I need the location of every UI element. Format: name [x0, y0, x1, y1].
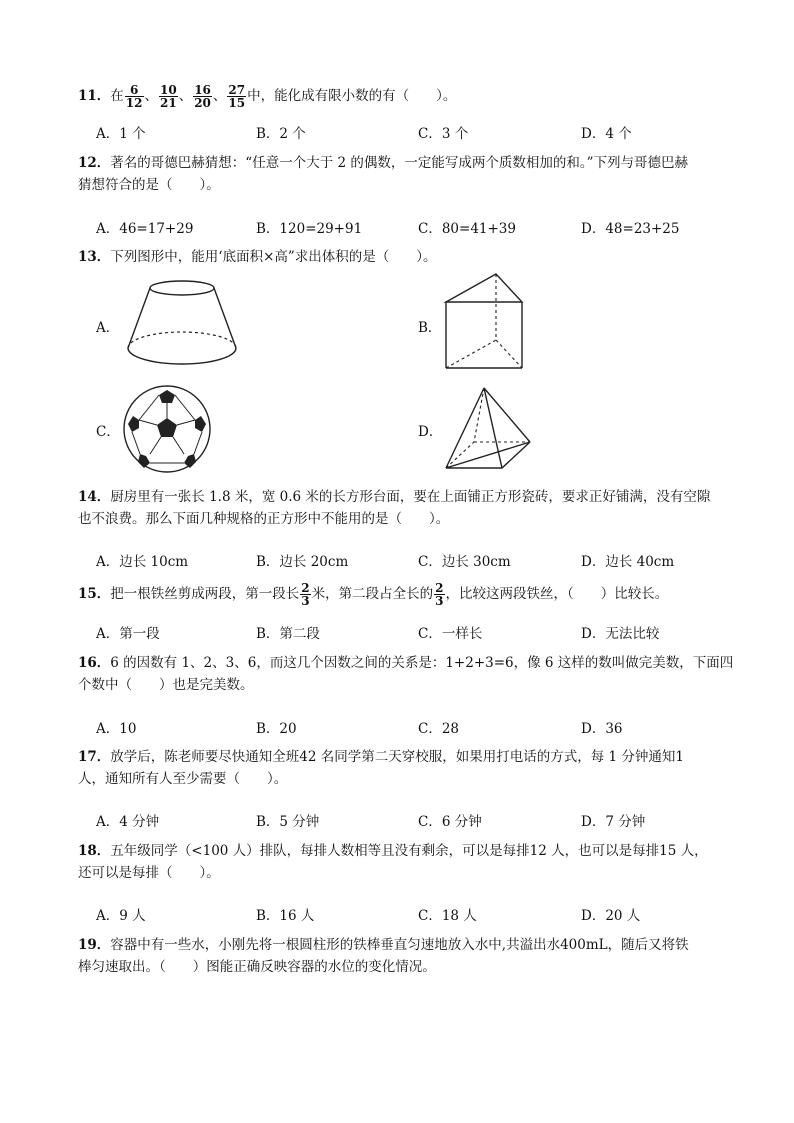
option-d: D．48=23+25: [581, 221, 680, 237]
question-number: 11．: [78, 88, 111, 104]
question-text-line1: 厨房里有一张长 1.8 米，宽 0.6 米的长方形台面，要在上面铺正方形瓷砖，要求正好铺满，没有空隙: [110, 489, 711, 505]
question-text-line2: 个数中（ ）也是完美数。: [78, 677, 254, 693]
options-14: [96, 550, 756, 570]
question-text-line2: 猜想符合的是（ ）。: [78, 177, 220, 193]
question-11: [78, 84, 740, 109]
question-text-line1: 著名的哥德巴赫猜想：“任意一个大于 2 的偶数，一定能写成两个质数相加的和。”下列与哥德巴赫: [110, 155, 689, 171]
fraction: $\frac{10}{21}$: [160, 83, 177, 110]
question-16: [78, 652, 740, 696]
question-text-line1: 6 的因数有 1、2、3、6，而这几个因数之间的关系是：1+2+3=6，像 6 这样的数叫做完美数，下面四: [110, 655, 734, 671]
question-text-line1: 五年级同学（<100 人）排队，每排人数相等且没有剩余，可以是每排12 人，也可以是每排15 人，: [110, 843, 708, 859]
question-number: 17．: [78, 749, 111, 765]
option-c: C．边长 30cm: [418, 554, 511, 570]
options-16: [96, 717, 756, 737]
question-number: 16．: [78, 655, 111, 671]
option-a: A．第一段: [96, 626, 160, 642]
question-text-line2: 还可以是每排（ ）。: [78, 865, 220, 881]
options-15: [96, 622, 756, 642]
figure-label-b: B．: [418, 320, 442, 336]
option-d: D．7 分钟: [581, 814, 646, 830]
option-c: C．3 个: [418, 126, 469, 142]
figure-label-c: C．: [96, 424, 120, 440]
question-number: 13．: [78, 249, 111, 265]
option-b: B．第二段: [256, 626, 320, 642]
question-text: 中，能化成有限小数的有（ ）。: [247, 88, 457, 104]
options-17: [96, 810, 756, 830]
option-a: A．46=17+29: [96, 221, 194, 237]
frustum-cone-figure: [126, 278, 238, 370]
option-d: D．边长 40cm: [581, 554, 675, 570]
option-c: C．一样长: [418, 626, 483, 642]
option-b: B．20: [256, 721, 297, 737]
question-17: [78, 746, 740, 790]
question-text: 下列图形中，能用‘底面积×高”求出体积的是（ ）。: [110, 249, 437, 265]
option-b: B．120=29+91: [256, 221, 363, 237]
question-14: [78, 486, 740, 530]
question-number: 15．: [78, 586, 111, 602]
option-c: C．18 人: [418, 908, 477, 924]
option-a: A．4 分钟: [96, 814, 160, 830]
fraction: $\frac{16}{20}$: [194, 83, 211, 110]
option-c: C．80=41+39: [418, 221, 516, 237]
question-text-line2: 棒匀速取出。（ ）图能正确反映容器的水位的变化情况。: [78, 959, 436, 975]
question-number: 14．: [78, 489, 111, 505]
option-d: D．4 个: [581, 126, 632, 142]
question-number: 12．: [78, 155, 111, 171]
question-text: 在: [110, 88, 124, 104]
square-pyramid-figure: [444, 386, 534, 472]
options-18: [96, 904, 756, 924]
option-c: C．28: [418, 721, 460, 737]
options-11: [96, 122, 756, 142]
question-15: [78, 582, 740, 607]
separator: 、: [178, 88, 193, 104]
option-b: B．16 人: [256, 908, 315, 924]
option-b: B．2 个: [256, 126, 306, 142]
soccer-ball-figure: [122, 384, 212, 474]
question-text: 米，第二段占全长的: [311, 586, 434, 602]
question-number: 18．: [78, 843, 111, 859]
figure-label-d: D．: [418, 424, 443, 440]
option-d: D．36: [581, 721, 623, 737]
question-text-line2: 人，通知所有人至少需要（ ）。: [78, 771, 288, 787]
question-12: [78, 152, 740, 196]
separator: 、: [212, 88, 227, 104]
question-text: 把一根铁丝剪成两段，第一段长: [110, 586, 300, 602]
figure-label-a: A．: [96, 320, 120, 336]
question-text: ，比较这两段铁丝，（ ）比较长。: [445, 586, 669, 602]
options-12: [96, 217, 756, 237]
option-a: A．1 个: [96, 126, 146, 142]
option-a: A．边长 10cm: [96, 554, 189, 570]
separator: 、: [144, 88, 158, 104]
option-b: B．5 分钟: [256, 814, 320, 830]
option-a: A．9 人: [96, 908, 146, 924]
fraction: $\frac{2}{3}$: [435, 581, 444, 608]
option-b: B．边长 20cm: [256, 554, 349, 570]
question-text-line1: 容器中有一些水，小刚先将一根圆柱形的铁棒垂直匀速地放入水中,共溢出水400mL，随后又将铁: [110, 937, 689, 953]
question-number: 19．: [78, 937, 111, 953]
question-18: [78, 840, 740, 884]
fraction: $\frac{6}{12}$: [125, 83, 143, 110]
option-a: A．10: [96, 721, 137, 737]
question-19: [78, 934, 740, 978]
question-13: [78, 246, 740, 268]
option-d: D．无法比较: [581, 626, 660, 642]
triangular-prism-figure: [444, 272, 528, 372]
fraction: $\frac{27}{15}$: [228, 83, 246, 110]
fraction: $\frac{2}{3}$: [301, 581, 310, 608]
question-text-line2: 也不浪费。那么下面几种规格的正方形中不能用的是（ ）。: [78, 511, 450, 527]
question-text-line1: 放学后，陈老师要尽快通知全班42 名同学第二天穿校服，如果用打电话的方式，每 1 分钟通知1: [110, 749, 685, 765]
option-c: C．6 分钟: [418, 814, 482, 830]
option-d: D．20 人: [581, 908, 641, 924]
